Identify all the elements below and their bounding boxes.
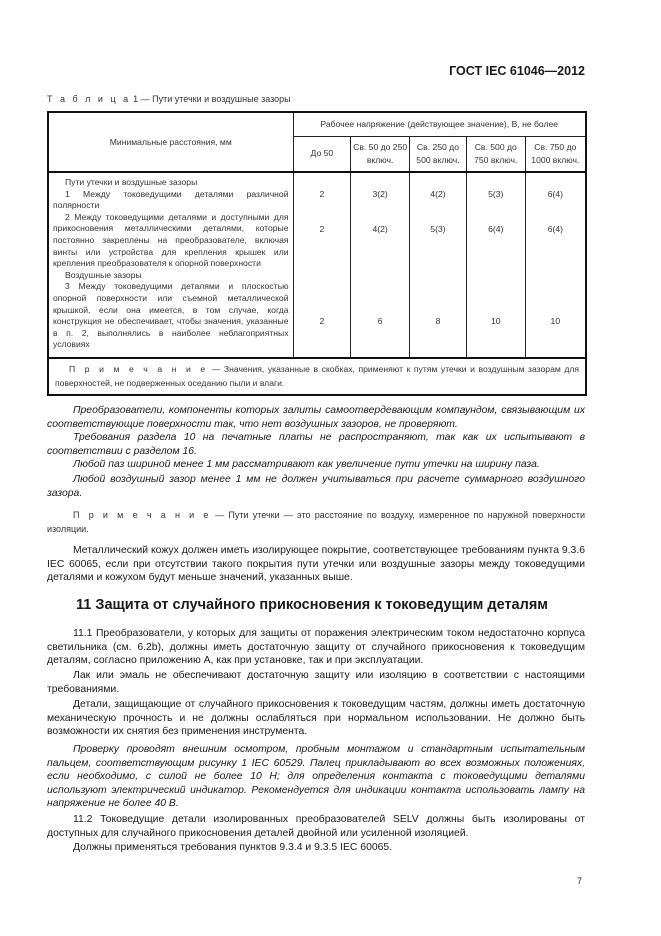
table-note bbox=[48, 358, 586, 395]
cell-value: 6(4) bbox=[547, 223, 563, 234]
paragraph: Любой паз шириной менее 1 мм рассматривают как увеличение пути утечки на ширину паза. bbox=[73, 459, 540, 470]
col-header: Св. 250 до 500 включ. bbox=[410, 136, 467, 172]
col-header: Св. 50 до 250 включ. bbox=[351, 136, 410, 172]
cell-value: 10 bbox=[490, 316, 501, 327]
note bbox=[47, 508, 585, 536]
note-label: П р и м е ч а н и е bbox=[69, 364, 209, 374]
value-column bbox=[351, 172, 410, 358]
paragraph: Должны применяться требования пунктов 9.3.4 и 9.3.5 IEC 60065. bbox=[73, 842, 393, 853]
cell-value: 6(4) bbox=[488, 223, 504, 234]
col-header: До 50 bbox=[293, 136, 351, 172]
paragraph: Детали, защищающие от случайного прикосновения к токоведущим частям, должны иметь достаточную механическую прочность и не должны ослабляться при нормальном использовании. Не должно быть возможности их снятия без применения инструмента. bbox=[47, 699, 585, 737]
col-header: Св. 750 до 1000 включ. bbox=[525, 136, 586, 172]
cell-value: 4(2) bbox=[430, 189, 446, 199]
paragraph: 11.2 Токоведущие детали изолированных преобразователей SELV должны быть изолированы от доступных для случайного прикосновения деталей двойной или усиленной изоляцией. bbox=[47, 814, 585, 839]
col-header-min-distance: Минимальные расстояния, мм bbox=[48, 112, 293, 172]
document-id: ГОСТ IEC 61046—2012 bbox=[449, 64, 585, 78]
section-label: Пути утечки и воздушные зазоры bbox=[65, 177, 198, 187]
table-caption-text: 1 — Пути утечки и воздушные зазоры bbox=[133, 94, 291, 104]
page-number: 7 bbox=[576, 876, 582, 886]
paragraph: Лак или эмаль не обеспечивают достаточную защиту или изоляцию в соответствии с настоящими требованиями. bbox=[47, 670, 585, 695]
paragraph: Преобразователи, компоненты которых залиты самоотвердевающим компаундом, связывающим их соответствующие поверхности так, что нет воздушных зазоров, не проверяют. bbox=[47, 405, 585, 430]
cell-value: 3(2) bbox=[372, 189, 388, 199]
note-label: П р и м е ч а н и е bbox=[73, 510, 211, 520]
cell-value: 2 bbox=[319, 189, 325, 199]
value-column bbox=[525, 172, 586, 358]
section-heading: 11 Защита от случайного прикосновения к токоведущим деталям bbox=[76, 597, 549, 613]
cell-value: 2 bbox=[319, 316, 325, 327]
section-label: Воздушные зазоры bbox=[65, 269, 142, 280]
row-1-text: 1 Между токоведущими деталями различной полярности bbox=[53, 188, 289, 211]
paragraph: 11.1 Преобразователи, у которых для защиты от поражения электрическим током недостаточно корпуса светильника (см. 6.2b), должны иметь достаточную защиту от случайного прикосновения к токоведущим деталям, согласно приложению А, как при установке, так и при эксплуатации. bbox=[47, 628, 585, 666]
cell-value: 6(4) bbox=[547, 189, 563, 199]
paragraph: Любой воздушный зазор менее 1 мм не должен учитываться при расчете суммарного воздушного зазора. bbox=[47, 474, 585, 499]
value-column bbox=[466, 172, 525, 358]
row-3-text: 3 Между токоведущими деталями и плоскостью опорной поверхности или съемной металлической крышкой, если она имеется, в том случае, когда конструкция не обеспечивает, чтобы значения, указанные в п. 2, выполнялись в наиболее неблагоприятных условиях bbox=[53, 281, 289, 350]
row-descriptions bbox=[48, 172, 293, 358]
note-text: — Пути утечки — это расстояние по воздуху, измеренное по наружной поверхности изоляции. bbox=[47, 510, 585, 534]
table-caption-label: Т а б л и ц а bbox=[47, 94, 131, 104]
cell-value: 8 bbox=[435, 316, 441, 327]
value-column bbox=[410, 172, 467, 358]
value-column bbox=[293, 172, 351, 358]
cell-value: 10 bbox=[550, 316, 561, 327]
creepage-table bbox=[47, 111, 587, 396]
row-2-text: 2 Между токоведущими деталями и доступными для прикосновения металлическими деталями, которые постоянно закреплены на преобразователе, включая винты или устройства для крепления крышек или крепления преобразователя к опорной поверхности bbox=[53, 211, 289, 269]
note-text: — Значения, указанные в скобках, применяют к путям утечки и воздушным зазорам для поверхностей, не подверженных оседанию пыли и влаги. bbox=[55, 364, 580, 388]
cell-value: 5(3) bbox=[488, 189, 504, 199]
paragraph: Требования раздела 10 на печатные платы не распространяют, так как их испытывают в соответствии с разделом 16. bbox=[47, 432, 585, 457]
paragraph: Проверку проводят внешним осмотром, пробным монтажом и стандартным испытательным пальцем, соответствующим рисунку 1 IEC 60529. Палец прикладывают во всех возможных положениях, если необходимо, с силой не более 10 Н; для определения контакта с токоведущими деталями используют электрический индикатор. Рекомендуется для индикации контакта использовать лампу на напряжение не более 40 В. bbox=[47, 744, 585, 809]
cell-value: 4(2) bbox=[372, 223, 388, 234]
cell-value: 2 bbox=[319, 223, 325, 234]
table-caption bbox=[47, 94, 291, 104]
paragraph: Металлический кожух должен иметь изолирующее покрытие, соответствующее требованиям пункта 9.3.6 IEC 60065, если при отсутствии такого покрытия пути утечки или воздушные зазоры между токоведущими деталями и кожухом будут меньше значений, указанных выше. bbox=[47, 545, 585, 583]
cell-value: 5(3) bbox=[430, 223, 446, 234]
col-header: Св. 500 до 750 включ. bbox=[466, 136, 525, 172]
col-header-voltage: Рабочее напряжение (действующее значение), В, не более bbox=[293, 112, 586, 136]
cell-value: 6 bbox=[377, 316, 383, 327]
